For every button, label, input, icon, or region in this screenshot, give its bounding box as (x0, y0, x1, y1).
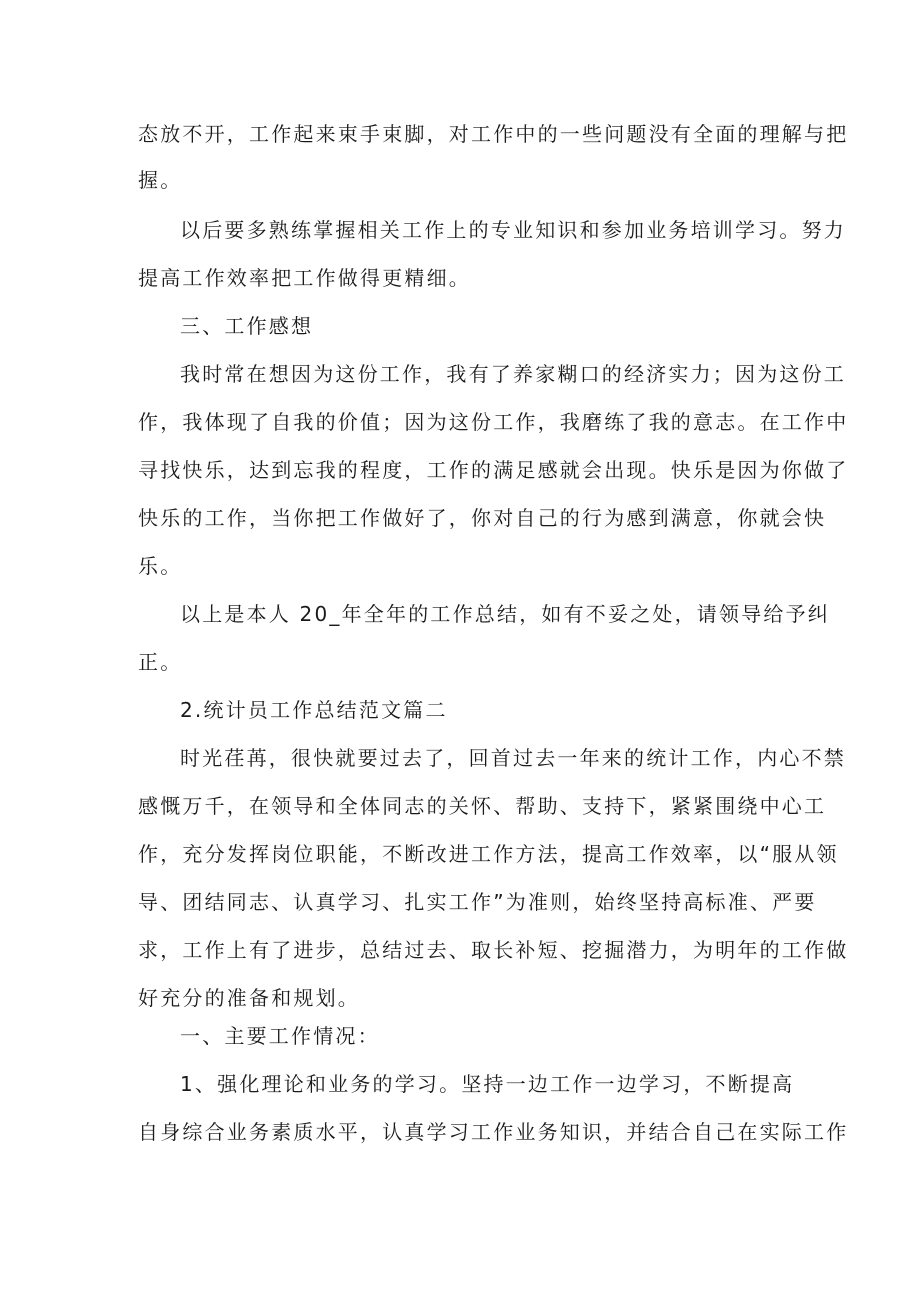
section-heading: 三、工作感想 (180, 314, 314, 338)
article-title: 2.统计员工作总结范文篇二 (180, 698, 448, 722)
paragraph-line: 我时常在想因为这份工作，我有了养家糊口的经济实力；因为这份工 (180, 362, 846, 386)
paragraph-line: 快乐的工作，当你把工作做好了，你对自己的行为感到满意，你就会快 (138, 506, 827, 530)
paragraph-line: 正。 (138, 650, 183, 674)
paragraph-line: 握。 (138, 168, 183, 192)
paragraph-line: 乐。 (138, 554, 183, 578)
paragraph-line: 1、强化理论和业务的学习。坚持一边工作一边学习，不断提高 (180, 1072, 795, 1096)
paragraph-line: 作，充分发挥岗位职能，不断改进工作方法，提高工作效率，以“服从领 (138, 842, 839, 866)
paragraph-line: 寻找快乐，达到忘我的程度，工作的满足感就会出现。快乐是因为你做了 (138, 458, 849, 482)
paragraph-line: 以上是本人 20_年全年的工作总结，如有不妥之处，请领导给予纠 (180, 602, 831, 626)
paragraph-line: 自身综合业务素质水平，认真学习工作业务知识，并结合自己在实际工作 (138, 1120, 849, 1144)
paragraph-line: 求，工作上有了进步，总结过去、取长补短、挖掘潜力，为明年的工作做 (138, 938, 849, 962)
paragraph-line: 好充分的准备和规划。 (138, 986, 360, 1010)
paragraph-line: 作，我体现了自我的价值；因为这份工作，我磨练了我的意志。在工作中 (138, 410, 849, 434)
paragraph-line: 导、团结同志、认真学习、扎实工作”为准则，始终坚持高标准、严要 (138, 890, 817, 914)
paragraph-line: 态放不开，工作起来束手束脚，对工作中的一些问题没有全面的理解与把 (138, 122, 849, 146)
paragraph-line: 时光荏苒，很快就要过去了，回首过去一年来的统计工作，内心不禁 (180, 746, 846, 770)
section-heading: 一、主要工作情况： (180, 1024, 380, 1048)
paragraph-line: 以后要多熟练掌握相关工作上的专业知识和参加业务培训学习。努力 (180, 218, 846, 242)
paragraph-line: 提高工作效率把工作做得更精细。 (138, 266, 471, 290)
paragraph-line: 感慨万千，在领导和全体同志的关怀、帮助、支持下，紧紧围绕中心工 (138, 794, 827, 818)
